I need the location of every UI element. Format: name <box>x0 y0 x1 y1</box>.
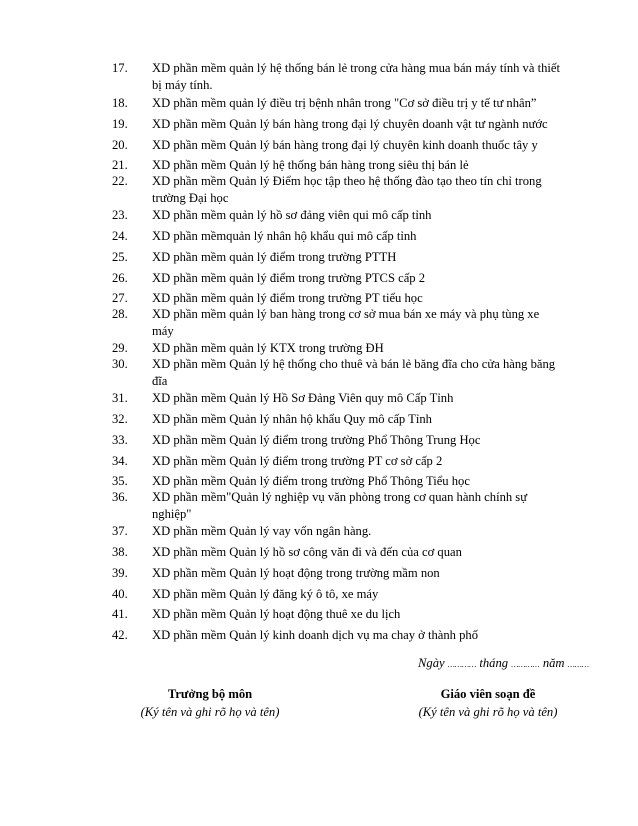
item-number: 30. <box>112 357 128 371</box>
item-number: 21. <box>112 158 128 172</box>
signature-block-head-of-department <box>100 685 320 721</box>
item-number: 41. <box>112 607 128 621</box>
item-number: 32. <box>112 412 128 426</box>
item-text: XD phần mềm Quản lý hệ thống bán hàng trong siêu thị bán lẻ <box>152 158 469 172</box>
item-text: XD phần mềm Quản lý nhân hộ khẩu Quy mô cấp Tỉnh <box>152 412 432 426</box>
item-text: XD phần mềm quản lý điểm trong trường PTCS cấp 2 <box>152 271 426 285</box>
item-number: 24. <box>112 229 128 243</box>
item-number: 29. <box>112 341 128 355</box>
signature-instruction: (Ký tên và ghi rõ họ và tên) <box>140 705 280 719</box>
signature-title: Trưởng bộ môn <box>167 687 253 701</box>
item-number: 22. <box>112 174 128 188</box>
item-text: XD phần mềm Quản lý bán hàng trong đại lý chuyên doanh vật tư ngành nước <box>152 117 548 131</box>
item-number: 36. <box>112 490 128 504</box>
item-text: XD phần mềm Quản lý kinh doanh dịch vụ ma chay ở thành phố <box>152 628 478 642</box>
item-text: XD phần mềm quản lý điểm trong trường PT tiểu học <box>152 291 423 305</box>
item-text: XD phần mềm Quản lý hồ sơ công văn đi và đến của cơ quan <box>152 545 462 559</box>
item-text: XD phần mềm"Quản lý nghiệp vụ văn phòng trong cơ quan hành chính sự nghiệp" <box>152 490 528 521</box>
item-text: XD phần mềm Quản lý hoạt động trong trường mầm non <box>152 566 440 580</box>
item-number: 23. <box>112 208 128 222</box>
year-label: năm <box>542 656 565 670</box>
item-number: 37. <box>112 524 128 538</box>
day-blank: ………… <box>447 660 477 669</box>
item-text: XD phần mềm Quản lý điểm trong trường PT cơ sở cấp 2 <box>152 454 443 468</box>
item-text: XD phần mềmquản lý nhân hộ khẩu qui mô cấp tỉnh <box>152 229 417 243</box>
item-number: 34. <box>112 454 128 468</box>
item-number: 28. <box>112 307 128 321</box>
item-text: XD phần mềm Quản lý điểm trong trường Phổ Thông Tiểu học <box>152 474 470 488</box>
item-number: 35. <box>112 474 128 488</box>
item-text: XD phần mềm Quản lý điểm trong trường Phổ Thông Trung Học <box>152 433 481 447</box>
signature-title: Giáo viên soạn đề <box>440 687 536 701</box>
item-text: XD phần mềm Quản lý Hồ Sơ Đảng Viên quy mô Cấp Tỉnh <box>152 391 454 405</box>
item-number: 26. <box>112 271 128 285</box>
item-number: 40. <box>112 587 128 601</box>
item-text: XD phần mềm Quản lý hệ thống cho thuê và bán lẻ băng đĩa cho cửa hàng băng đĩa <box>152 357 556 388</box>
item-text: XD phần mềm Quản lý Điểm học tập theo hệ thống đào tạo theo tín chỉ trong trường Đại học <box>152 174 542 205</box>
item-number: 25. <box>112 250 128 264</box>
item-number: 19. <box>112 117 128 131</box>
signature-block-teacher <box>378 685 598 721</box>
item-text: XD phần mềm Quản lý đăng ký ô tô, xe máy <box>152 587 379 601</box>
item-number: 17. <box>112 61 128 75</box>
item-text: XD phần mềm Quản lý vay vốn ngân hàng. <box>152 524 372 538</box>
day-label: Ngày <box>418 656 445 670</box>
item-text: XD phần mềm quản lý hệ thống bán lẻ trong cửa hàng mua bán máy tính và thiết bị máy tính. <box>152 61 560 92</box>
item-text: XD phần mềm Quản lý hoạt động thuê xe du lịch <box>152 607 401 621</box>
month-label: tháng <box>479 656 509 670</box>
item-text: XD phần mềm quản lý điều trị bệnh nhân trong "Cơ sở điều trị y tế tư nhân” <box>152 96 537 110</box>
item-text: XD phần mềm quản lý ban hàng trong cơ sở mua bán xe máy và phụ tùng xe máy <box>152 307 540 338</box>
item-number: 27. <box>112 291 128 305</box>
item-text: XD phần mềm quản lý hồ sơ đảng viên qui mô cấp tỉnh <box>152 208 432 222</box>
month-blank: ………… <box>511 660 540 669</box>
signature-instruction: (Ký tên và ghi rõ họ và tên) <box>418 705 558 719</box>
item-number: 20. <box>112 138 128 152</box>
date-line <box>418 656 589 671</box>
item-text: XD phần mềm quản lý KTX trong trường ĐH <box>152 341 384 355</box>
item-number: 18. <box>112 96 128 110</box>
item-text: XD phần mềm Quản lý bán hàng trong đại lý chuyên kinh doanh thuốc tây y <box>152 138 538 152</box>
item-number: 33. <box>112 433 128 447</box>
item-number: 31. <box>112 391 128 405</box>
year-blank: ……… <box>567 660 590 669</box>
item-number: 39. <box>112 566 128 580</box>
item-number: 38. <box>112 545 128 559</box>
item-text: XD phần mềm quản lý điểm trong trường PTTH <box>152 250 397 264</box>
item-number: 42. <box>112 628 128 642</box>
